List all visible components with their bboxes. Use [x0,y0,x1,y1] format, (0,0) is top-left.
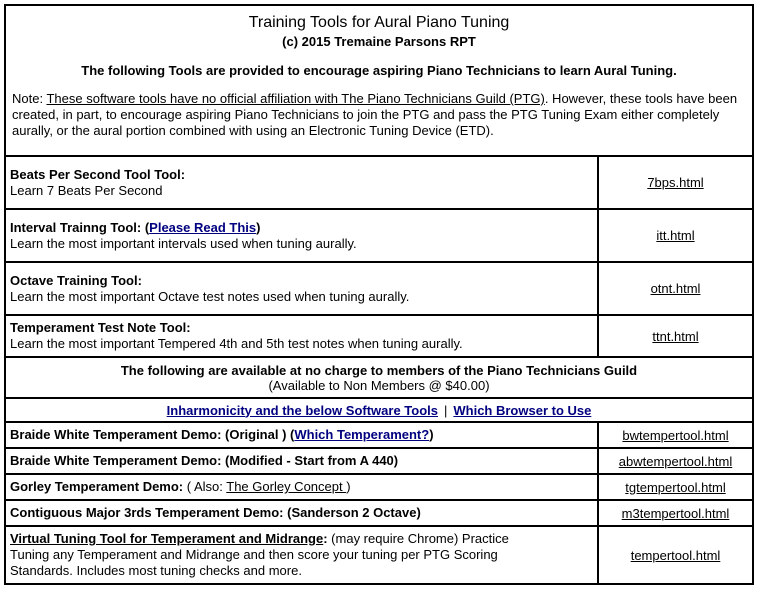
demo-title: Gorley Temperament Demo: [10,479,184,494]
demo-link-cell [598,474,753,500]
tools-table [4,4,754,585]
tool-link-cell [598,262,753,315]
tool-title: Octave Training Tool: [10,272,142,288]
virtual-link-cell [598,526,753,584]
tool-link-cell [598,156,753,209]
virtual-desc: (may require Chrome) Practice Tuning any Temperament and Midrange and then score your tuning per PTG Scoring Standards. Includes most tuning checks and more. [10,531,509,578]
demo-info [5,422,598,448]
demo-row [5,422,753,448]
tool-link-cell [598,209,753,262]
demo-title-post: ) [429,427,434,442]
demo-info [5,500,598,526]
tool-info [5,262,598,315]
gorley-concept-link[interactable]: The Gorley Concept [226,479,347,494]
demo-also: ( Also: [183,479,227,494]
tool-row-interval [5,209,753,262]
copyright: (c) 2015 Tremaine Parsons RPT [282,34,476,49]
note-label: Note: [12,91,44,106]
note-paragraph [12,91,746,155]
tool-link-ttnt[interactable]: ttnt.html [652,328,699,344]
tool-title [10,220,593,236]
demo-row [5,448,753,474]
tool-row-bps [5,156,753,209]
demo-link-bwtempertool[interactable]: bwtempertool.html [622,427,729,443]
tool-desc: Learn the most important Tempered 4th and 5th test notes when tuning aurally. [10,336,463,351]
tool-desc: Learn 7 Beats Per Second [10,182,163,198]
demo-link-cell [598,448,753,474]
virtual-tool-link[interactable]: tempertool.html [630,547,721,563]
page [4,4,754,585]
lead-text: The following Tools are provided to encourage aspiring Piano Technicians to learn Aural Tuning. [81,63,677,78]
link-separator: | [443,402,448,418]
demo-title: Contiguous Major 3rds Temperament Demo: (Sanderson 2 Octave) [10,505,421,520]
tool-info [5,209,598,262]
virtual-colon: : [323,531,328,546]
tool-title-post: ) [256,219,261,235]
demo-link-m3tempertool[interactable]: m3tempertool.html [621,505,730,521]
demo-link-cell [598,422,753,448]
page-title: Training Tools for Aural Piano Tuning [248,14,510,31]
demo-row [5,474,753,500]
virtual-tool-row [5,526,753,584]
tool-title-pre: Interval Trainng Tool: ( [10,219,150,235]
header-cell [5,5,753,156]
tool-row-octave [5,262,753,315]
tool-title: Temperament Test Note Tool: [10,320,191,335]
demo-title: Braide White Temperament Demo: (Modified - Start from A 440) [10,453,399,468]
tool-link-cell [598,315,753,357]
links-row [5,398,753,422]
members-cell [5,357,753,398]
which-browser-link[interactable]: Which Browser to Use [453,402,592,418]
inharmonicity-link[interactable]: Inharmonicity and the below Software Tools [166,402,438,418]
demo-link-abwtempertool[interactable]: abwtempertool.html [618,453,733,469]
tool-title: Beats Per Second Tool Tool: [10,166,186,182]
header-row [5,5,753,156]
tool-row-temperament [5,315,753,357]
demo-title: Braide White Temperament Demo: (Original ) ( [10,427,295,442]
tool-link-7bps[interactable]: 7bps.html [647,175,704,190]
tool-info [5,315,598,357]
members-row [5,357,753,398]
note-rest: . However, these tools have been created, in part, to encourage aspiring Piano Technicians to join the PTG and pass the PTG Tuning Exam either completely aurally, or the aural portion combined with using an Electronic Tuning Device (ETD). [12,91,738,138]
tool-desc: Learn the most important Octave test notes used when tuning aurally. [10,288,410,304]
demo-also-post: ) [346,479,351,494]
demo-row [5,500,753,526]
tool-link-itt[interactable]: itt.html [656,228,695,243]
demo-link-tgtempertool[interactable]: tgtempertool.html [625,479,726,495]
virtual-tuning-link[interactable]: Virtual Tuning Tool for Temperament and Midrange [10,531,324,546]
virtual-tool-info [5,526,598,584]
links-cell [5,398,753,422]
which-temperament-link[interactable]: Which Temperament? [294,427,430,442]
members-heading: The following are available at no charge to members of the Piano Technicians Guild [120,362,638,378]
demo-link-cell [598,500,753,526]
demo-info [5,474,598,500]
ptg-affiliation-link[interactable]: These software tools have no official affiliation with The Piano Technicians Guild (PTG) [46,91,545,106]
tool-desc: Learn the most important intervals used when tuning aurally. [10,235,357,251]
demo-info [5,448,598,474]
members-sub: (Available to Non Members @ $40.00) [268,377,490,393]
please-read-link[interactable]: Please Read This [149,219,257,235]
tool-link-otnt[interactable]: otnt.html [650,281,701,296]
tool-info [5,156,598,209]
